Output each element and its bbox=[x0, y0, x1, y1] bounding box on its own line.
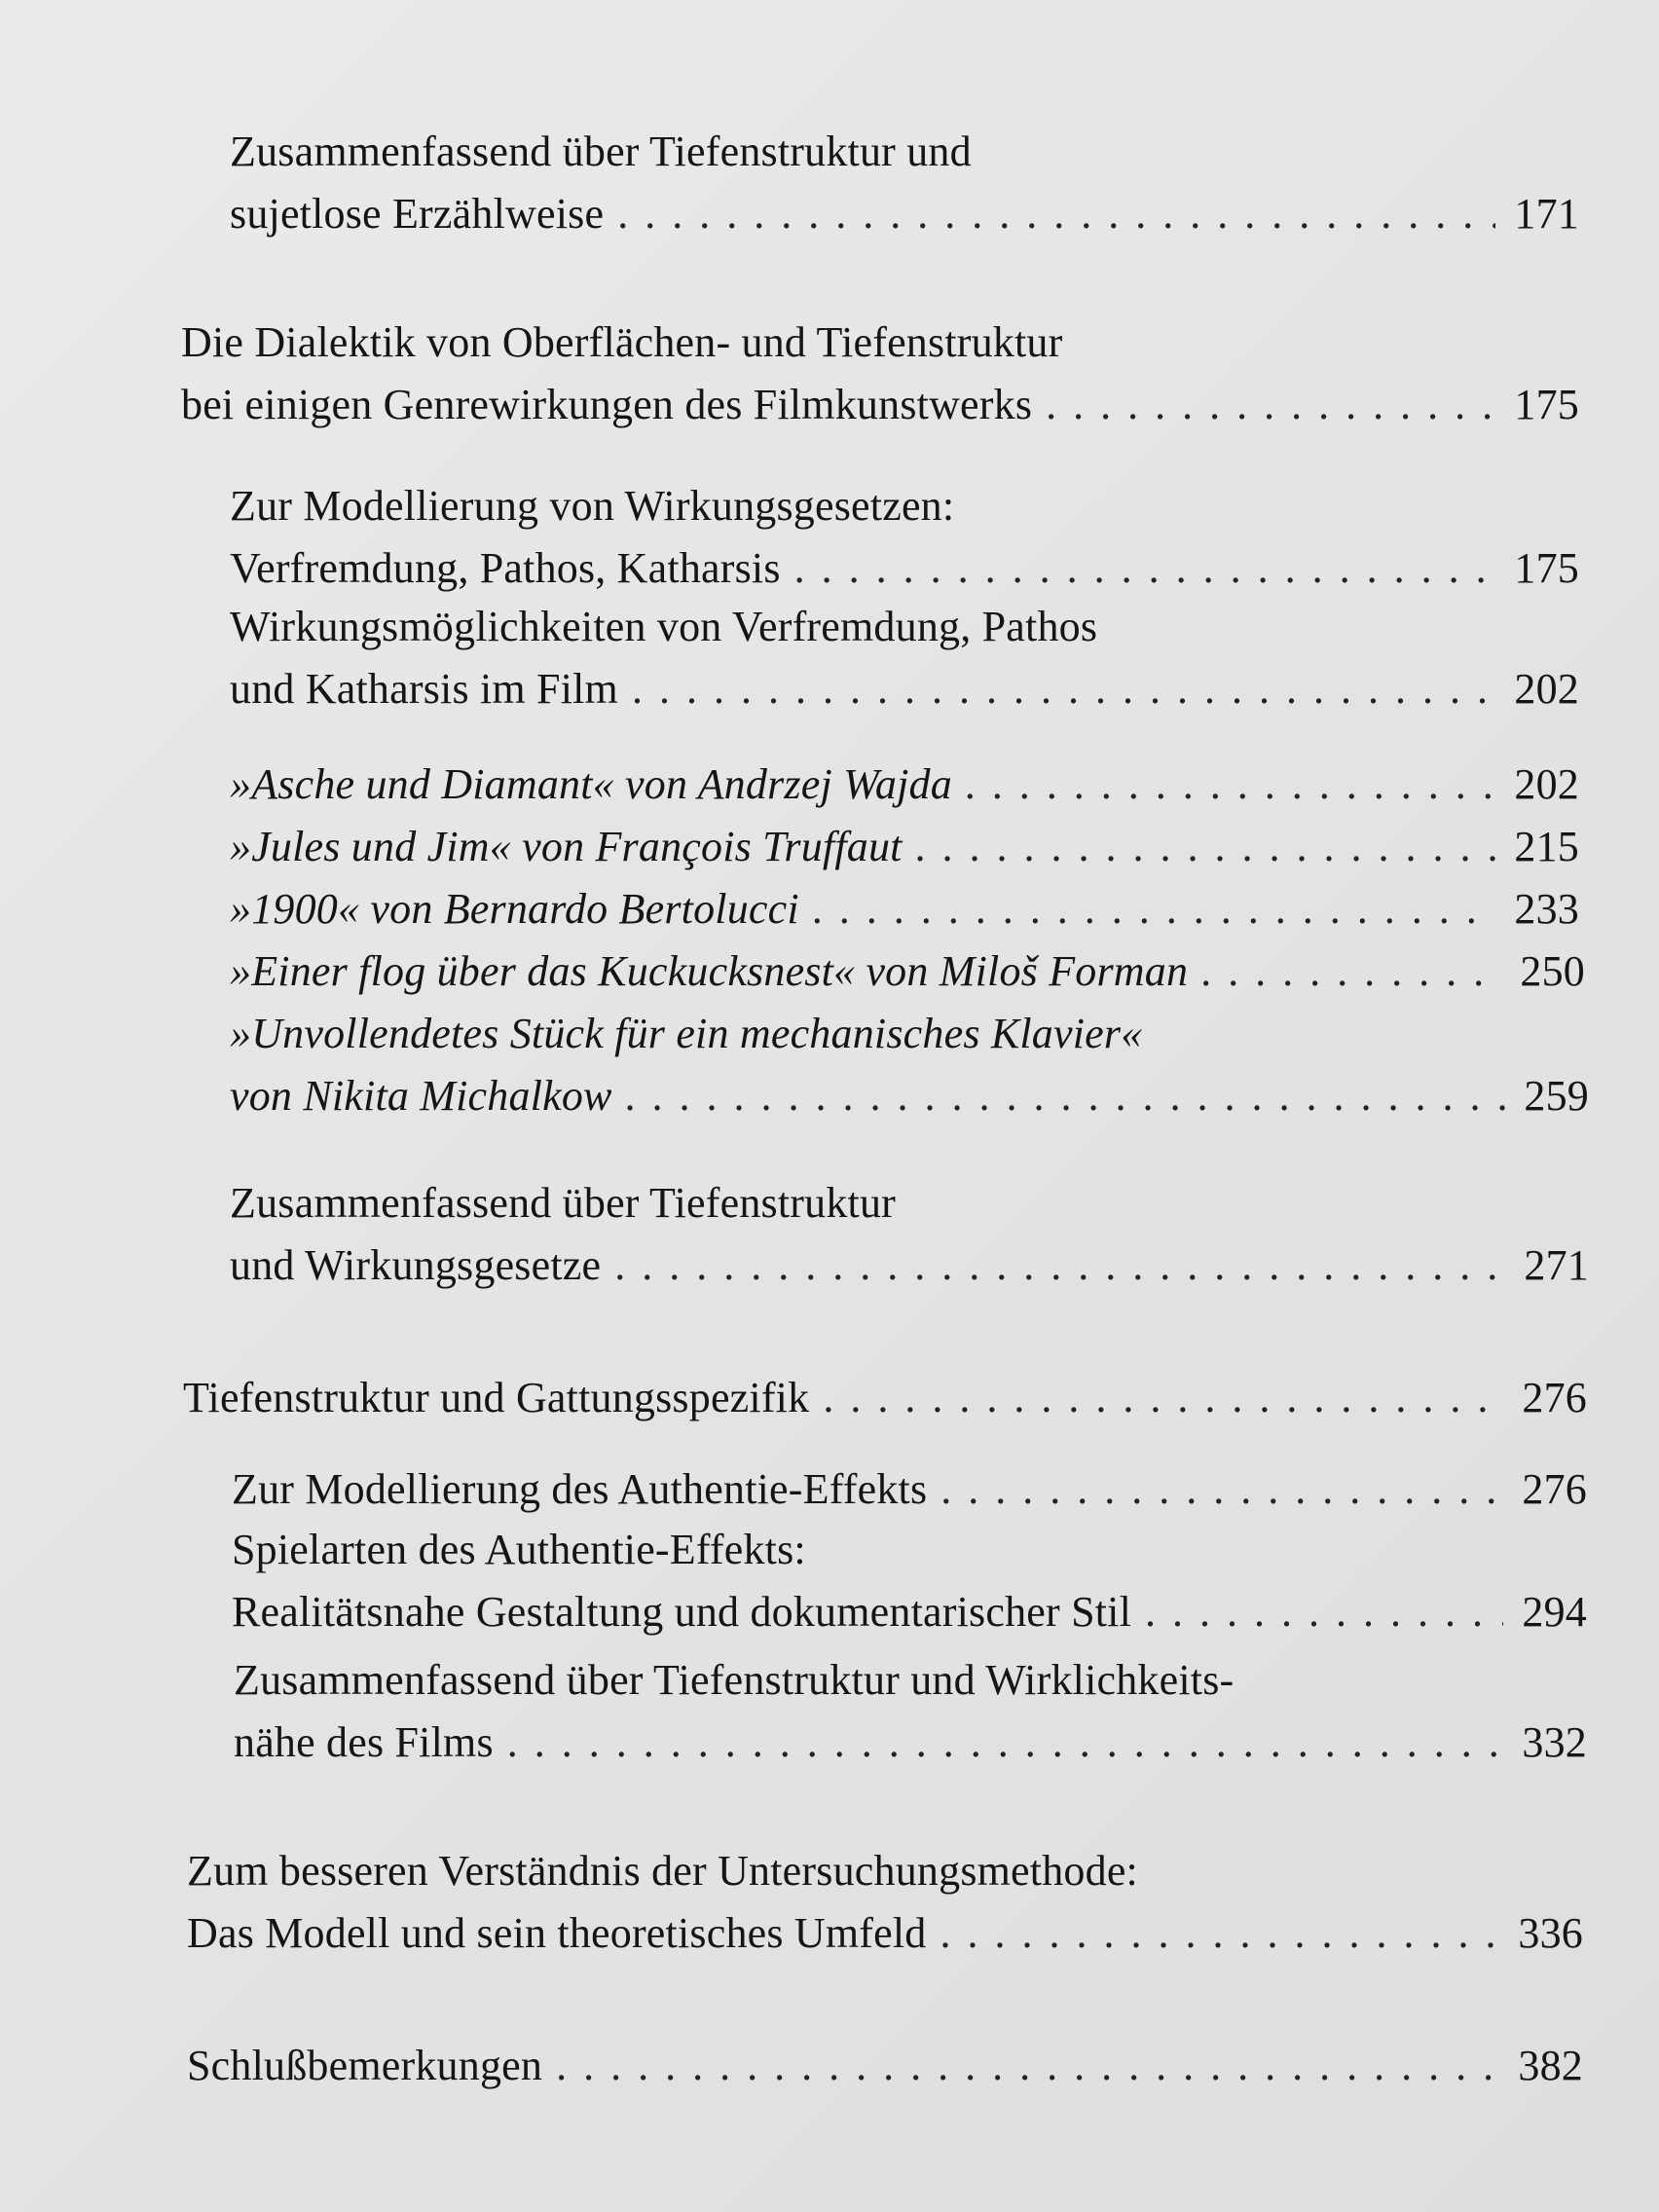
toc-section bbox=[181, 312, 1579, 436]
toc-entry-title: Realitätsnahe Gestaltung und dokumentarischer Stil bbox=[232, 1588, 1132, 1636]
toc-entry-title: »Unvollendetes Stück für ein mechanisches Klavier« bbox=[230, 1010, 1143, 1057]
toc-entry bbox=[230, 121, 1579, 245]
toc-entry-title: Zusammenfassend über Tiefenstruktur und bbox=[230, 128, 972, 175]
toc-entry bbox=[232, 1519, 1587, 1643]
toc-entry bbox=[230, 816, 1579, 878]
toc-entry-title: Spielarten des Authentie-Effekts: bbox=[232, 1526, 806, 1573]
leader-dots bbox=[494, 1712, 1503, 1774]
toc-section-title: Die Dialektik von Oberflächen- und Tiefenstruktur bbox=[181, 318, 1063, 366]
toc-page-number: 276 bbox=[1522, 1374, 1587, 1421]
toc-entry bbox=[230, 754, 1579, 816]
toc-entry bbox=[230, 878, 1579, 940]
toc-page-number: 336 bbox=[1518, 1909, 1583, 1957]
toc-page-number: 382 bbox=[1518, 2042, 1583, 2089]
toc-section bbox=[187, 2035, 1583, 2097]
toc-entry-title: »Jules und Jim« von François Truffaut bbox=[230, 823, 903, 870]
toc-entry-title: »Einer flog über das Kuckucksnest« von Miloš Forman bbox=[230, 947, 1189, 995]
toc-section-title: Zum besseren Verständnis der Untersuchungsmethode: bbox=[187, 1847, 1138, 1895]
toc-section bbox=[187, 1840, 1583, 1965]
leader-dots bbox=[612, 1065, 1505, 1127]
toc-page-number: 276 bbox=[1522, 1465, 1587, 1513]
leader-dots bbox=[799, 878, 1495, 940]
toc-page-number: 171 bbox=[1514, 190, 1579, 238]
toc-entry-title: Zur Modellierung des Authentie-Effekts bbox=[232, 1465, 928, 1513]
toc-page-number: 250 bbox=[1520, 947, 1585, 995]
toc-page-number: 175 bbox=[1514, 544, 1579, 592]
toc-entry-title: Zusammenfassend über Tiefenstruktur bbox=[230, 1179, 896, 1227]
toc-entry-title: nähe des Films bbox=[234, 1718, 494, 1766]
toc-entry bbox=[230, 1003, 1589, 1127]
leader-dots bbox=[604, 183, 1495, 245]
toc-entry-title: sujetlose Erzählweise bbox=[230, 190, 605, 238]
toc-entry-title: und Katharsis im Film bbox=[230, 665, 618, 713]
toc-entry-title: und Wirkungsgesetze bbox=[230, 1241, 602, 1289]
toc-page-number: 332 bbox=[1522, 1718, 1587, 1766]
leader-dots bbox=[618, 658, 1495, 720]
toc-entry bbox=[234, 1649, 1587, 1774]
toc-entry bbox=[232, 1458, 1587, 1521]
toc-entry-title: Verfremdung, Pathos, Katharsis bbox=[230, 544, 781, 592]
toc-page-number: 175 bbox=[1514, 381, 1579, 428]
toc-section bbox=[183, 1367, 1587, 1429]
toc-section-title: Schlußbemerkungen bbox=[187, 2042, 543, 2089]
toc-entry-title: »Asche und Diamant« von Andrzej Wajda bbox=[230, 760, 952, 808]
leader-dots bbox=[952, 754, 1495, 816]
toc-entry-title: »1900« von Bernardo Bertolucci bbox=[230, 885, 799, 933]
toc-entry bbox=[230, 475, 1579, 600]
toc-section-title: Das Modell und sein theoretisches Umfeld bbox=[187, 1909, 927, 1957]
toc-entry bbox=[230, 596, 1579, 720]
toc-page-number: 202 bbox=[1514, 760, 1579, 808]
toc-page-number: 202 bbox=[1514, 665, 1579, 713]
leader-dots bbox=[542, 2035, 1499, 2097]
leader-dots bbox=[601, 1235, 1505, 1297]
leader-dots bbox=[927, 1458, 1503, 1521]
leader-dots bbox=[1188, 940, 1501, 1003]
toc-entry-title: Wirkungsmöglichkeiten von Verfremdung, Pathos bbox=[230, 603, 1098, 650]
leader-dots bbox=[1131, 1581, 1503, 1643]
toc-entry bbox=[230, 1172, 1589, 1297]
leader-dots bbox=[903, 816, 1495, 878]
leader-dots bbox=[809, 1367, 1503, 1429]
leader-dots bbox=[927, 1902, 1499, 1965]
leader-dots bbox=[781, 537, 1495, 600]
leader-dots bbox=[1032, 374, 1495, 436]
toc-page-number: 271 bbox=[1524, 1241, 1589, 1289]
toc-entry bbox=[230, 940, 1585, 1003]
toc-page-number: 294 bbox=[1522, 1588, 1587, 1636]
toc-entry-title: von Nikita Michalkow bbox=[230, 1072, 612, 1120]
toc-page-number: 215 bbox=[1514, 823, 1579, 870]
toc-section-title: Tiefenstruktur und Gattungsspezifik bbox=[183, 1374, 810, 1421]
toc-section-title: bei einigen Genrewirkungen des Filmkunstwerks bbox=[181, 381, 1033, 428]
toc-page-number: 233 bbox=[1514, 885, 1579, 933]
toc-entry-title: Zur Modellierung von Wirkungsgesetzen: bbox=[230, 482, 955, 530]
toc-page-number: 259 bbox=[1524, 1072, 1589, 1120]
toc-entry-title: Zusammenfassend über Tiefenstruktur und Wirklichkeits- bbox=[234, 1656, 1235, 1704]
